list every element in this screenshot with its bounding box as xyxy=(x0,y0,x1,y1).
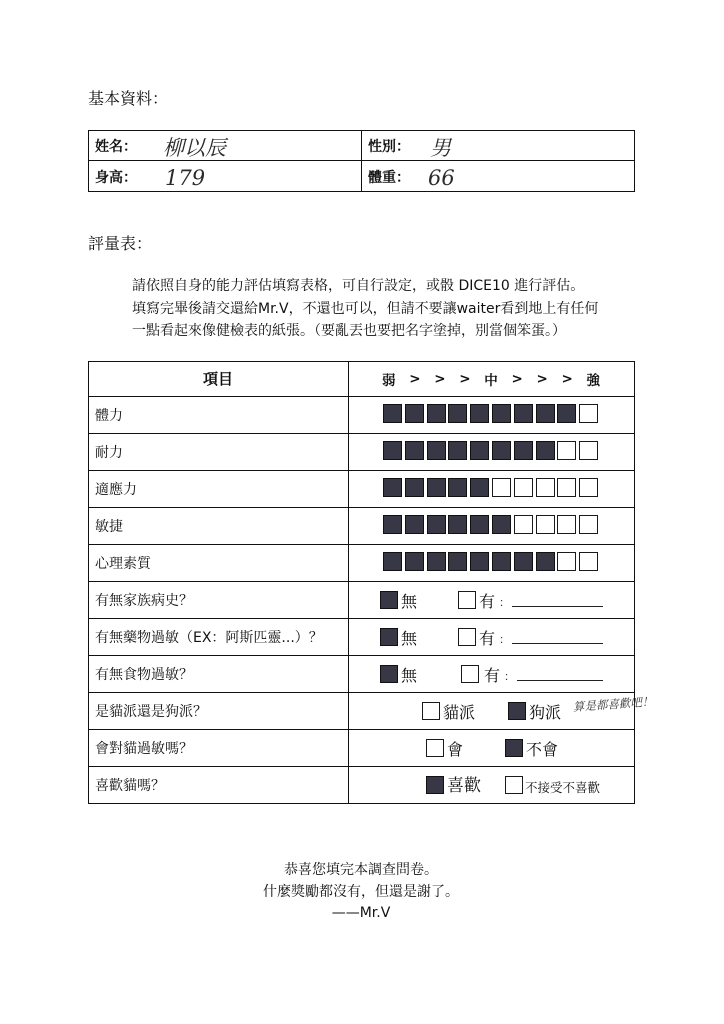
handwritten-note: 算是都喜歡吧！ xyxy=(572,694,654,714)
rating-box-empty[interactable] xyxy=(536,515,555,534)
rating-label: 耐力 xyxy=(95,444,123,461)
rating-box-filled[interactable] xyxy=(383,404,402,423)
rating-box-empty[interactable] xyxy=(536,478,555,497)
rating-box-filled[interactable] xyxy=(470,478,489,497)
scale-arrow: > xyxy=(409,370,421,387)
rating-box-empty[interactable] xyxy=(579,552,598,571)
checkbox-checked[interactable] xyxy=(426,776,444,794)
rating-box-filled[interactable] xyxy=(536,404,555,423)
option-no xyxy=(380,618,417,655)
height-label: 身高： xyxy=(95,169,137,186)
option-yes xyxy=(461,655,603,692)
rating-box-empty[interactable] xyxy=(579,441,598,460)
rating-box-filled[interactable] xyxy=(427,404,446,423)
rating-box-filled[interactable] xyxy=(448,441,467,460)
rating-box-filled[interactable] xyxy=(448,552,467,571)
rating-box-filled[interactable] xyxy=(470,515,489,534)
rating-box-filled[interactable] xyxy=(383,552,402,571)
detail-colon: ： xyxy=(499,595,511,609)
row-divider xyxy=(88,729,635,730)
row-divider xyxy=(88,692,635,693)
scale-arrow: > xyxy=(511,370,523,387)
rating-box-filled[interactable] xyxy=(492,441,511,460)
basic-info-heading: 基本資料： xyxy=(88,89,169,108)
rating-box-filled[interactable] xyxy=(405,441,424,460)
checkbox-unchecked[interactable] xyxy=(422,702,440,720)
scale-arrow: > xyxy=(561,370,573,387)
option-label: 不接受不喜歡 xyxy=(525,779,601,795)
option-yes xyxy=(458,618,603,655)
row-divider xyxy=(88,581,635,582)
rating-box-filled[interactable] xyxy=(492,404,511,423)
rating-box-filled[interactable] xyxy=(514,552,533,571)
checkbox-unchecked[interactable] xyxy=(458,628,476,646)
rating-box-filled[interactable] xyxy=(405,515,424,534)
scale-weak: 弱 xyxy=(382,372,396,389)
evaluation-heading: 評量表： xyxy=(88,234,153,253)
rating-box-filled[interactable] xyxy=(448,404,467,423)
option-yes xyxy=(458,581,603,618)
option-label: 貓派 xyxy=(443,702,476,722)
rating-label: 體力 xyxy=(95,407,123,424)
option-label: 無 xyxy=(401,628,418,648)
rating-box-filled[interactable] xyxy=(383,478,402,497)
option-label: 喜歡 xyxy=(447,776,481,796)
footer-line: 什麼獎勵都沒有，但還是謝了。 xyxy=(263,884,459,900)
option-label: 無 xyxy=(401,665,418,685)
weight-value: 66 xyxy=(428,166,455,190)
scale-arrow: > xyxy=(434,370,446,387)
rating-box-empty[interactable] xyxy=(557,515,576,534)
option-label: 不會 xyxy=(526,739,559,759)
detail-blank-field[interactable] xyxy=(517,680,603,681)
option-label: 有 xyxy=(479,628,496,648)
rating-scale xyxy=(383,544,598,581)
header-scale xyxy=(382,361,600,396)
name-value: 柳以辰 xyxy=(163,136,226,160)
option-label: 會 xyxy=(447,739,464,759)
option-yes xyxy=(426,729,463,766)
option-dog xyxy=(508,692,561,729)
rating-box-filled[interactable] xyxy=(405,552,424,571)
question-label: 有無家族病史？ xyxy=(95,592,193,609)
rating-box-filled[interactable] xyxy=(427,441,446,460)
option-label: 狗派 xyxy=(529,702,562,722)
rating-box-filled[interactable] xyxy=(405,478,424,497)
instruction-line: 請依照自身的能力評估填寫表格，可自行設定，或骰 DICE10 進行評估。 xyxy=(132,278,585,294)
rating-box-filled[interactable] xyxy=(448,478,467,497)
row-divider xyxy=(88,618,635,619)
option-label: 無 xyxy=(401,591,418,611)
scale-arrow: > xyxy=(459,370,471,387)
question-label: 有無藥物過敏（EX：阿斯匹靈...）？ xyxy=(95,629,323,646)
rating-label: 心理素質 xyxy=(95,555,151,572)
checkbox-checked[interactable] xyxy=(380,665,398,683)
rating-box-filled[interactable] xyxy=(448,515,467,534)
option-no xyxy=(380,655,417,692)
rating-box-filled[interactable] xyxy=(514,404,533,423)
name-label: 姓名： xyxy=(95,138,137,155)
column-divider xyxy=(361,130,362,192)
rating-box-filled[interactable] xyxy=(536,441,555,460)
rating-box-filled[interactable] xyxy=(514,441,533,460)
rating-box-filled[interactable] xyxy=(405,404,424,423)
rating-box-empty[interactable] xyxy=(579,515,598,534)
rating-scale xyxy=(383,396,598,433)
rating-box-empty[interactable] xyxy=(557,441,576,460)
checkbox-unchecked[interactable] xyxy=(461,665,479,683)
header-item: 項目 xyxy=(202,370,233,388)
option-dislike xyxy=(505,766,600,803)
rating-scale xyxy=(383,470,598,507)
scale-arrow: > xyxy=(536,370,548,387)
rating-label: 敏捷 xyxy=(95,518,123,535)
option-no xyxy=(380,581,417,618)
rating-box-filled[interactable] xyxy=(536,552,555,571)
row-divider xyxy=(88,766,635,767)
rating-box-filled[interactable] xyxy=(427,478,446,497)
checkbox-unchecked[interactable] xyxy=(458,591,476,609)
rating-box-filled[interactable] xyxy=(492,552,511,571)
option-like xyxy=(426,766,481,803)
gender-value: 男 xyxy=(430,136,451,160)
question-label: 喜歡貓嗎？ xyxy=(95,777,165,794)
row-divider xyxy=(88,655,635,656)
rating-box-filled[interactable] xyxy=(470,404,489,423)
rating-box-filled[interactable] xyxy=(470,552,489,571)
rating-scale xyxy=(383,433,598,470)
scale-strong: 強 xyxy=(586,372,600,389)
rating-box-filled[interactable] xyxy=(557,404,576,423)
scale-medium: 中 xyxy=(484,372,498,389)
rating-box-filled[interactable] xyxy=(383,441,402,460)
checkbox-unchecked[interactable] xyxy=(505,776,523,794)
detail-colon: ： xyxy=(499,632,511,646)
gender-label: 性別： xyxy=(368,138,410,155)
rating-box-filled[interactable] xyxy=(470,441,489,460)
rating-scale xyxy=(383,507,598,544)
question-label: 會對貓過敏嗎？ xyxy=(95,740,193,757)
footer-line: 恭喜您填完本調查問卷。 xyxy=(284,862,438,878)
footer-signature: ——Mr.V xyxy=(331,905,391,921)
question-label: 有無食物過敏？ xyxy=(95,666,193,683)
column-divider xyxy=(348,361,349,804)
basic-info-table xyxy=(88,130,635,192)
instruction-line: 填寫完畢後請交還給Mr.V，不還也可以，但請不要讓waiter看到地上有任何 xyxy=(132,301,599,317)
option-label: 有 xyxy=(484,665,501,685)
rating-box-empty[interactable] xyxy=(579,478,598,497)
rating-box-empty[interactable] xyxy=(557,478,576,497)
rating-box-empty[interactable] xyxy=(579,404,598,423)
option-label: 有 xyxy=(479,591,496,611)
checkbox-unchecked[interactable] xyxy=(426,739,444,757)
rating-box-empty[interactable] xyxy=(492,478,511,497)
rating-box-filled[interactable] xyxy=(492,515,511,534)
option-no xyxy=(505,729,558,766)
rating-box-empty[interactable] xyxy=(557,552,576,571)
checkbox-checked[interactable] xyxy=(505,739,523,757)
rating-label: 適應力 xyxy=(95,481,137,498)
instruction-line: 一點看起來像健檢表的紙張。（要亂丟也要把名字塗掉，別當個笨蛋。） xyxy=(132,323,566,339)
checkbox-checked[interactable] xyxy=(380,628,398,646)
detail-blank-field[interactable] xyxy=(512,606,603,607)
evaluation-table xyxy=(88,361,635,804)
weight-label: 體重： xyxy=(368,169,410,186)
detail-blank-field[interactable] xyxy=(512,643,603,644)
height-value: 179 xyxy=(165,166,206,190)
question-label: 是貓派還是狗派？ xyxy=(95,703,207,720)
option-cat xyxy=(422,692,475,729)
rating-box-filled[interactable] xyxy=(427,515,446,534)
rating-box-filled[interactable] xyxy=(427,552,446,571)
rating-box-filled[interactable] xyxy=(383,515,402,534)
rating-box-empty[interactable] xyxy=(514,478,533,497)
checkbox-checked[interactable] xyxy=(380,591,398,609)
detail-colon: ： xyxy=(504,669,516,683)
rating-box-empty[interactable] xyxy=(514,515,533,534)
checkbox-checked[interactable] xyxy=(508,702,526,720)
